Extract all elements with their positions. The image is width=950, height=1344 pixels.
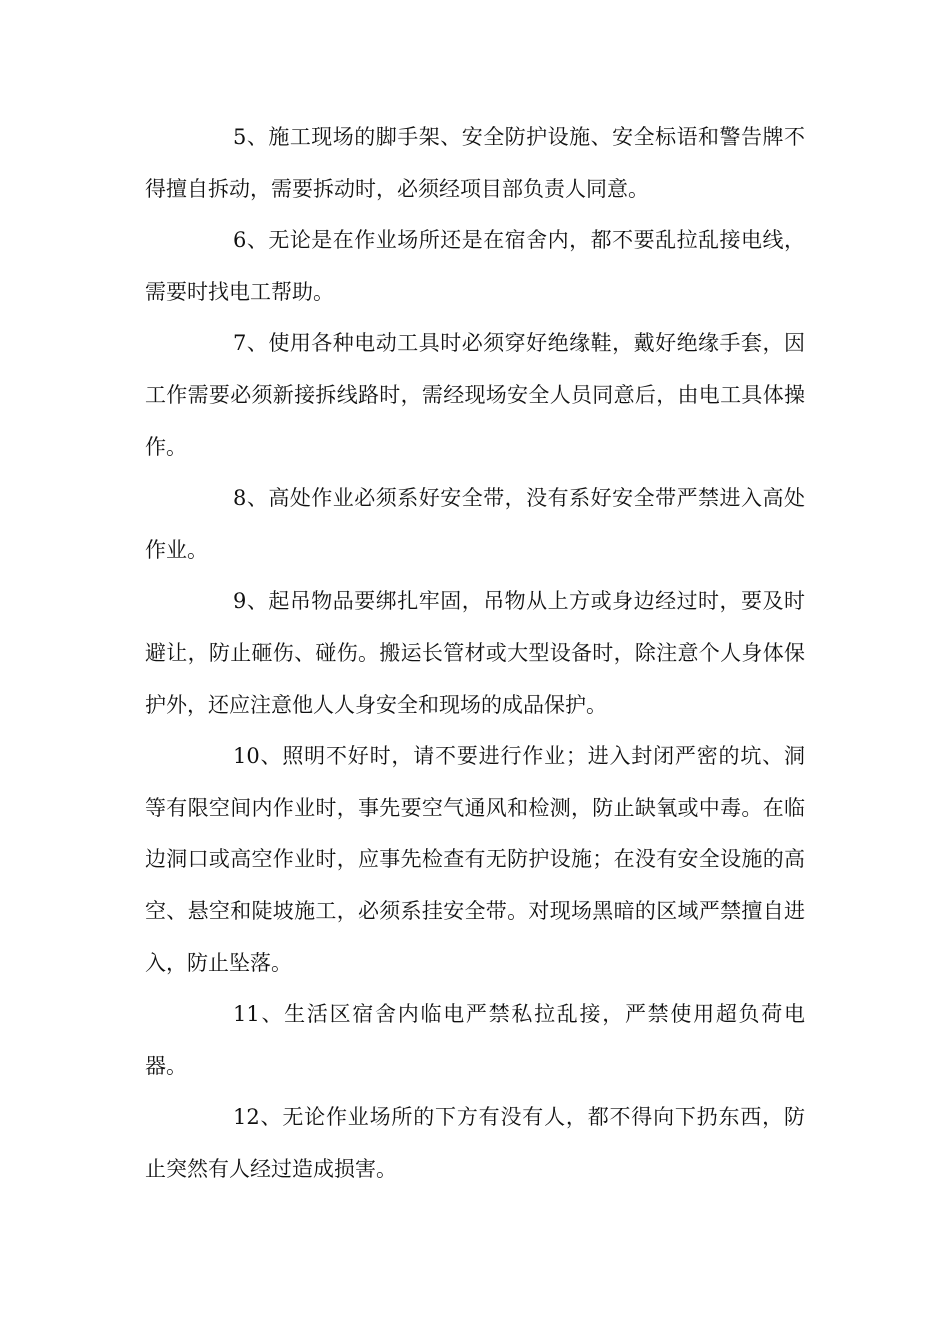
paragraph-12: 12、无论作业场所的下方有没有人，都不得向下扔东西，防止突然有人经过造成损害。: [145, 1105, 805, 1181]
paragraph-10: 10、照明不好时，请不要进行作业；进入封闭严密的坑、洞等有限空间内作业时，事先要空气通风和检测，防止缺氧或中毒。在临边洞口或高空作业时，应事先检查有无防护设施；在没有安全设施的高空、悬空和陡坡施工，必须系挂安全带。对现场黑暗的区域严禁擅自进入，防止坠落。: [145, 744, 805, 975]
paragraph-7: 7、使用各种电动工具时必须穿好绝缘鞋，戴好绝缘手套，因工作需要必须新接拆线路时，需经现场安全人员同意后，由电工具体操作。: [145, 331, 805, 459]
document-body: [145, 112, 805, 1195]
paragraph-11: 11、生活区宿舍内临电严禁私拉乱接，严禁使用超负荷电器。: [145, 1002, 805, 1078]
paragraph-5: 5、施工现场的脚手架、安全防护设施、安全标语和警告牌不得擅自拆动，需要拆动时，必须经项目部负责人同意。: [145, 125, 805, 201]
paragraph-9: 9、起吊物品要绑扎牢固，吊物从上方或身边经过时，要及时避让，防止砸伤、碰伤。搬运长管材或大型设备时，除注意个人身体保护外，还应注意他人人身安全和现场的成品保护。: [145, 589, 805, 717]
paragraph-6: 6、无论是在作业场所还是在宿舍内，都不要乱拉乱接电线，需要时找电工帮助。: [145, 228, 805, 304]
paragraph-8: 8、高处作业必须系好安全带，没有系好安全带严禁进入高处作业。: [145, 486, 805, 562]
